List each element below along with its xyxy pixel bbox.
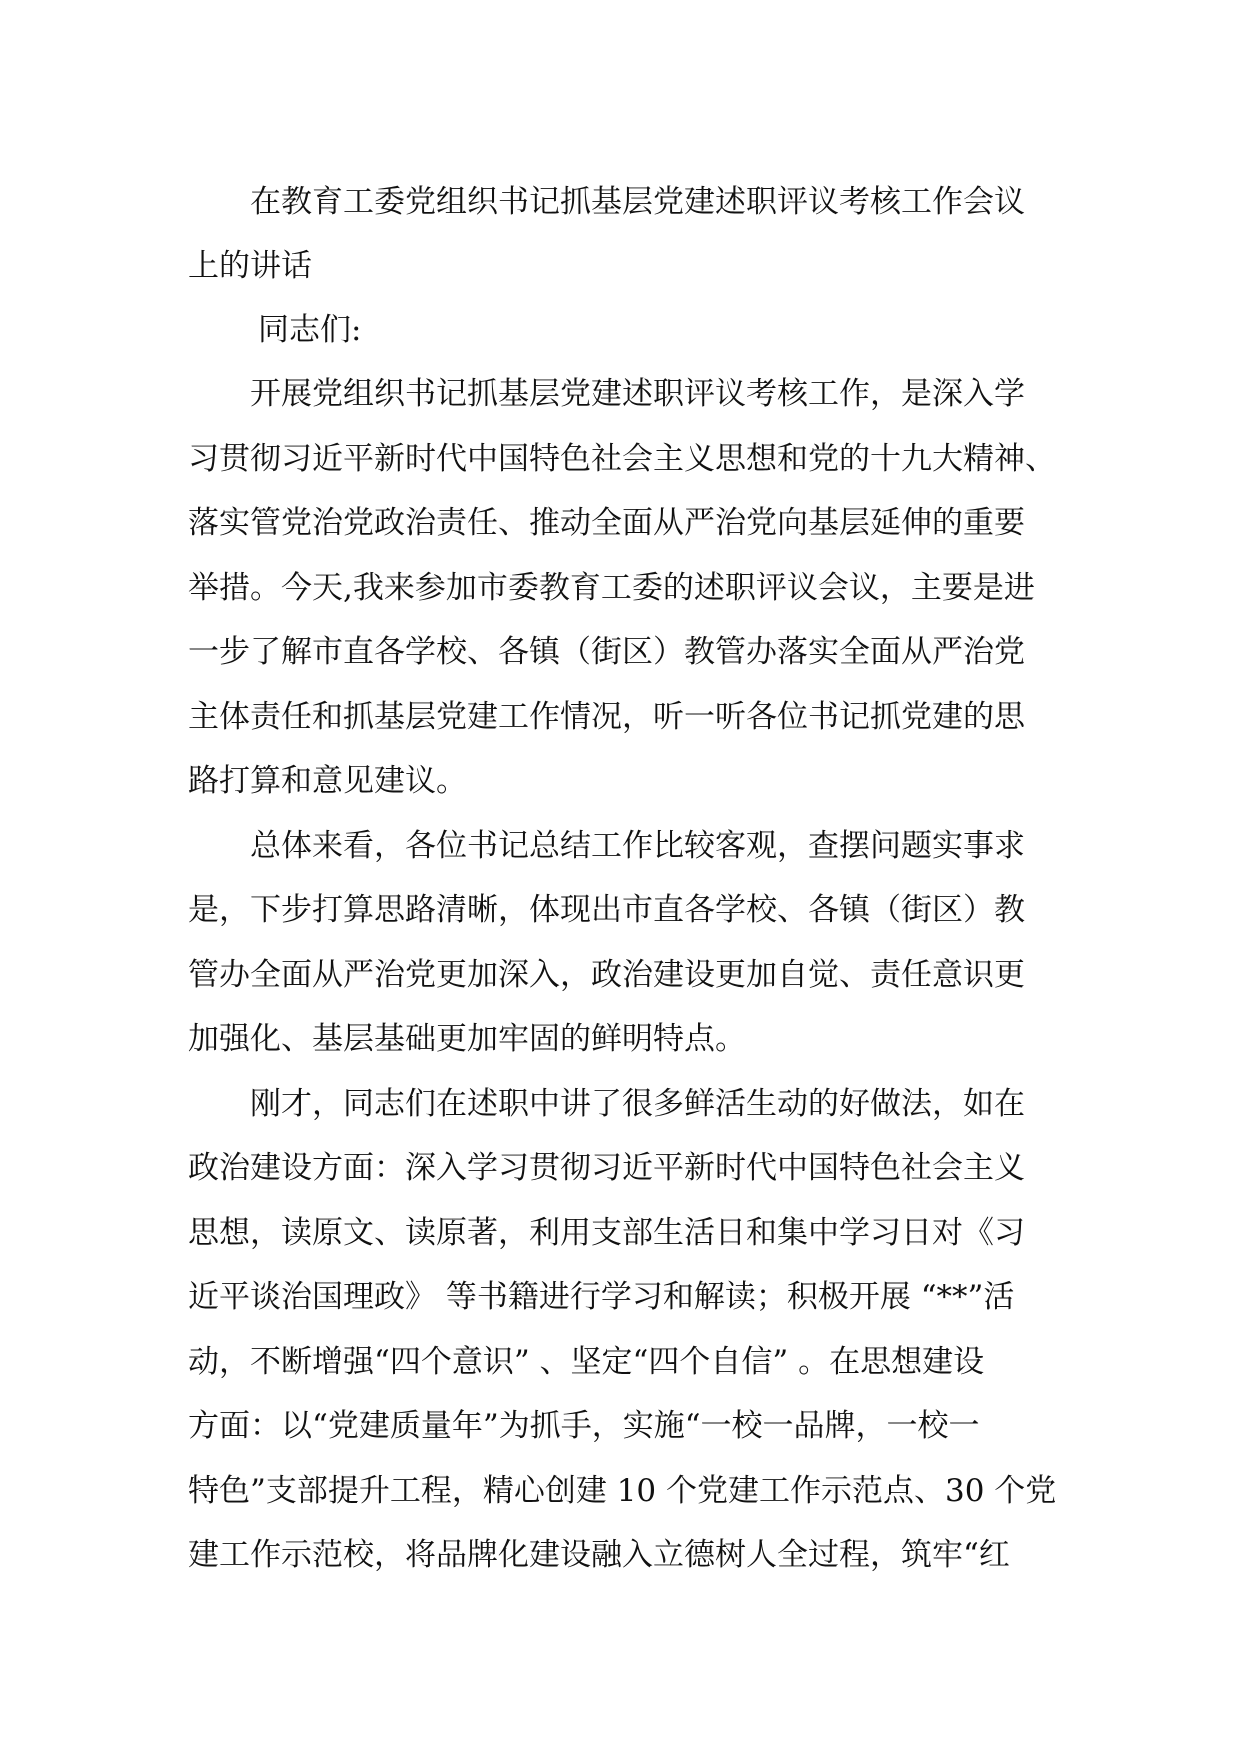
- speech-title: [188, 170, 1060, 298]
- text-line: 政治建设方面：深入学习贯彻习近平新时代中国特色社会主义: [188, 1150, 1025, 1186]
- text-line: 路打算和意见建议。: [188, 763, 467, 799]
- text-line: 主体责任和抓基层党建工作情况，听一听各位书记抓党建的思: [188, 698, 1025, 735]
- text-line: 举措。今天,我来参加市委教育工委的述职评议会议，主要是进: [188, 569, 1035, 606]
- text-line: 是，下步打算思路清晰，体现出市直各学校、各镇（街区）教: [188, 892, 1025, 928]
- text-line: 建工作示范校，将品牌化建设融入立德树人全过程，筑牢“红: [188, 1537, 1010, 1573]
- paragraph-2: [188, 814, 1060, 1072]
- text-line: 刚才，同志们在述职中讲了很多鲜活生动的好做法，如在: [250, 1085, 1025, 1122]
- text-line: 思想，读原文、读原著，利用支部生活日和集中学习日对《习: [188, 1214, 1025, 1251]
- text-line: 管办全面从严治党更加深入，政治建设更加自觉、责任意识更: [188, 956, 1025, 993]
- text-line: 方面：以“党建质量年”为抓手，实施“一校一品牌，一校一: [188, 1408, 980, 1444]
- text-line: 一步了解市直各学校、各镇（街区）教管办落实全面从严治党: [188, 634, 1025, 670]
- paragraph-3: [188, 1072, 1060, 1588]
- text-line: 开展党组织书记抓基层党建述职评议考核工作，是深入学: [250, 376, 1025, 412]
- text-line: 加强化、基层基础更加牢固的鲜明特点。: [188, 1021, 746, 1057]
- text-line: 习贯彻习近平新时代中国特色社会主义思想和党的十九大精神、: [188, 440, 1056, 477]
- text-line: 特色”支部提升工程，精心创建 10 个党建工作示范点、30 个党: [188, 1472, 1057, 1509]
- title-line: 在教育工委党组织书记抓基层党建述职评议考核工作会议: [250, 184, 1025, 220]
- text-line: 落实管党治党政治责任、推动全面从严治党向基层延伸的重要: [188, 505, 1025, 541]
- text-line: 近平谈治国理政》 等书籍进行学习和解读；积极开展 “**”活: [188, 1279, 1015, 1315]
- title-line: 上的讲话: [188, 248, 312, 284]
- document-body: [188, 170, 1060, 1588]
- text-line: 总体来看，各位书记总结工作比较客观，查摆问题实事求: [250, 827, 1025, 864]
- salutation: 同志们:: [258, 312, 362, 348]
- text-line: 动，不断增强“四个意识” 、坚定“四个自信” 。在思想建设: [188, 1343, 985, 1380]
- paragraph-1: [188, 362, 1060, 814]
